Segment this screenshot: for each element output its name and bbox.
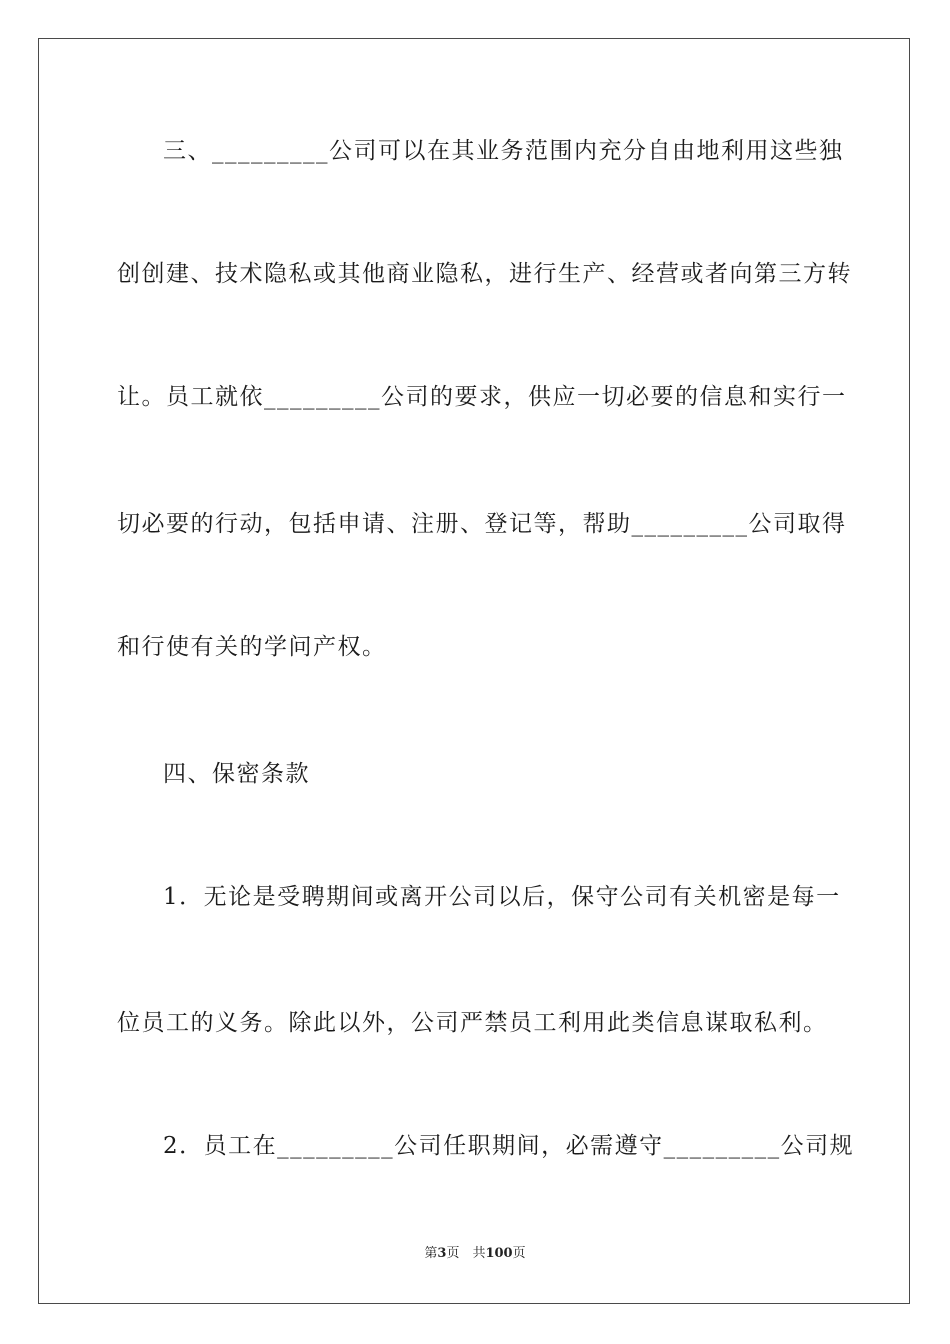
paragraph-line: 让。员工就依_________公司的要求，供应一切必要的信息和实行一 <box>117 384 847 410</box>
paragraph-line: 位员工的义务。除此以外，公司严禁员工利用此类信息谋取私利。 <box>117 1010 828 1036</box>
page-footer <box>0 1245 950 1263</box>
page-border <box>38 38 910 1304</box>
total-page-count: 100 <box>485 1246 513 1261</box>
footer-middle: 页 共 <box>446 1246 486 1261</box>
paragraph-line: 切必要的行动，包括申请、注册、登记等，帮助_________公司取得 <box>117 511 847 537</box>
footer-suffix: 页 <box>512 1246 526 1261</box>
paragraph-line: 1．无论是受聘期间或离开公司以后，保守公司有关机密是每一 <box>163 884 841 910</box>
footer-prefix: 第 <box>424 1246 438 1261</box>
section-heading: 四、保密条款 <box>163 761 310 787</box>
paragraph-line: 2．员工在_________公司任职期间，必需遵守_________公司规 <box>163 1133 855 1159</box>
paragraph-line: 三、_________公司可以在其业务范围内充分自由地利用这些独 <box>163 138 844 164</box>
paragraph-line: 创创建、技术隐私或其他商业隐私，进行生产、经营或者向第三方转 <box>117 261 852 287</box>
current-page-number: 3 <box>437 1246 447 1261</box>
paragraph-line: 和行使有关的学问产权。 <box>117 634 387 660</box>
